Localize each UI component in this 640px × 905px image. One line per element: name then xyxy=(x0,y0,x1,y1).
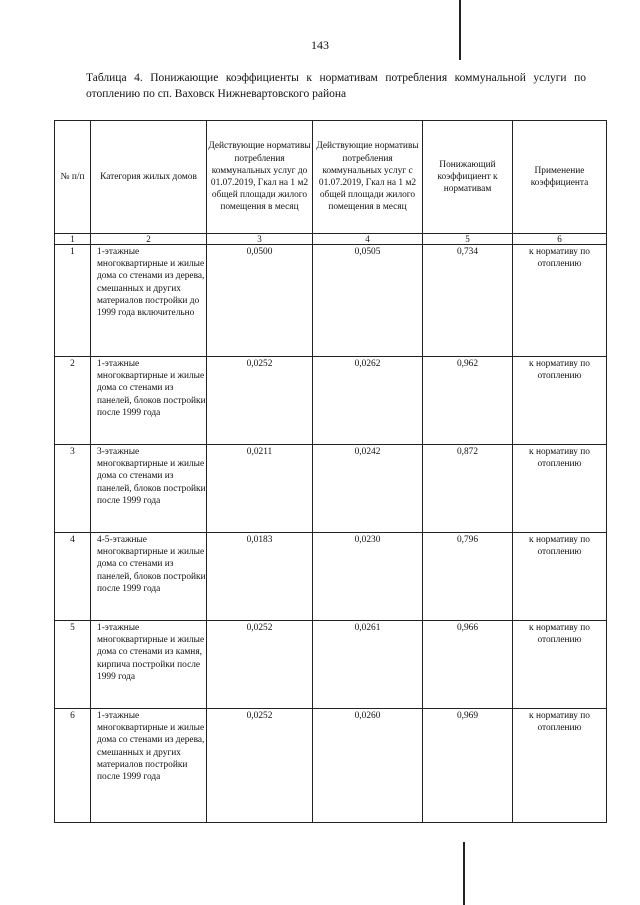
header-coefficient: Понижающий коэффициент к нормативам xyxy=(423,121,513,234)
row-norm-after: 0,0262 xyxy=(313,357,423,445)
column-number: 3 xyxy=(207,234,313,245)
row-category: 1-этажные многоквартирные и жилые дома со стенами из дерева, смешанных и других материалов постройки до 1999 года включительно xyxy=(91,245,207,357)
row-coefficient: 0,872 xyxy=(423,445,513,533)
coefficients-table xyxy=(54,120,607,823)
row-norm-before: 0,0252 xyxy=(207,621,313,709)
row-norm-after: 0,0505 xyxy=(313,245,423,357)
column-number: 6 xyxy=(513,234,607,245)
table-row xyxy=(55,621,607,709)
header-norm-after: Действующие нормативы потребления коммунальных услуг с 01.07.2019, Гкал на 1 м2 общей площади жилого помещения в месяц xyxy=(313,121,423,234)
table-row xyxy=(55,533,607,621)
scan-artifact-line xyxy=(463,842,465,905)
row-category: 1-этажные многоквартирные и жилые дома со стенами из панелей, блоков постройки после 1999 года xyxy=(91,357,207,445)
row-application: к нормативу по отоплению xyxy=(513,533,607,621)
row-coefficient: 0,796 xyxy=(423,533,513,621)
header-row xyxy=(55,121,607,234)
table-row xyxy=(55,709,607,823)
row-norm-before: 0,0211 xyxy=(207,445,313,533)
row-number: 1 xyxy=(55,245,91,357)
row-norm-after: 0,0230 xyxy=(313,533,423,621)
row-norm-before: 0,0500 xyxy=(207,245,313,357)
row-norm-after: 0,0261 xyxy=(313,621,423,709)
row-application: к нормативу по отоплению xyxy=(513,621,607,709)
table-row xyxy=(55,245,607,357)
column-number: 5 xyxy=(423,234,513,245)
row-norm-before: 0,0183 xyxy=(207,533,313,621)
row-number: 5 xyxy=(55,621,91,709)
row-number: 6 xyxy=(55,709,91,823)
row-application: к нормативу по отоплению xyxy=(513,445,607,533)
row-coefficient: 0,962 xyxy=(423,357,513,445)
row-number: 2 xyxy=(55,357,91,445)
row-category: 4-5-этажные многоквартирные и жилые дома со стенами из панелей, блоков постройки после 1999 года xyxy=(91,533,207,621)
header-application: Применение коэффициента xyxy=(513,121,607,234)
row-coefficient: 0,734 xyxy=(423,245,513,357)
row-norm-before: 0,0252 xyxy=(207,709,313,823)
row-number: 4 xyxy=(55,533,91,621)
scan-artifact-line xyxy=(459,0,461,60)
header-num: № п/п xyxy=(55,121,91,234)
page-number: 143 xyxy=(311,38,329,52)
header-category: Категория жилых домов xyxy=(91,121,207,234)
header-norm-before: Действующие нормативы потребления коммунальных услуг до 01.07.2019, Гкал на 1 м2 общей площади жилого помещения в месяц xyxy=(207,121,313,234)
column-number: 1 xyxy=(55,234,91,245)
row-coefficient: 0,969 xyxy=(423,709,513,823)
column-number: 4 xyxy=(313,234,423,245)
row-application: к нормативу по отоплению xyxy=(513,357,607,445)
row-norm-before: 0,0252 xyxy=(207,357,313,445)
table-row xyxy=(55,357,607,445)
column-number-row xyxy=(55,234,607,245)
row-category: 1-этажные многоквартирные и жилые дома со стенами из дерева, смешанных и других материалов постройки после 1999 года xyxy=(91,709,207,823)
row-norm-after: 0,0260 xyxy=(313,709,423,823)
row-category: 3-этажные многоквартирные и жилые дома со стенами из панелей, блоков постройки после 1999 года xyxy=(91,445,207,533)
column-number: 2 xyxy=(91,234,207,245)
row-application: к нормативу по отоплению xyxy=(513,709,607,823)
table-row xyxy=(55,445,607,533)
row-number: 3 xyxy=(55,445,91,533)
row-coefficient: 0,966 xyxy=(423,621,513,709)
row-norm-after: 0,0242 xyxy=(313,445,423,533)
row-application: к нормативу по отоплению xyxy=(513,245,607,357)
table-caption: Таблица 4. Понижающие коэффициенты к нормативам потребления коммунальной услуги по отоплению по сп. Ваховск Нижневартовского района xyxy=(86,72,586,100)
row-category: 1-этажные многоквартирные и жилые дома со стенами из камня, кирпича постройки после 1999 года xyxy=(91,621,207,709)
